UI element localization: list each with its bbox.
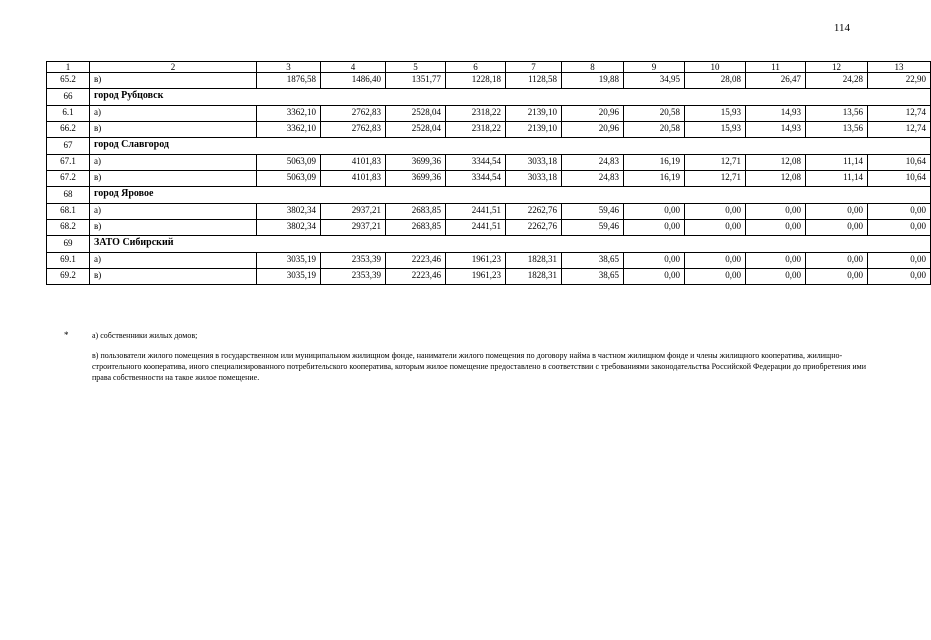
table-row: [47, 220, 931, 236]
value-cell: 1486,40: [321, 73, 386, 89]
table-row: [47, 73, 931, 89]
value-cell: 0,00: [624, 220, 685, 236]
value-cell: 2353,39: [321, 269, 386, 285]
value-cell: 38,65: [562, 253, 624, 269]
header-row: [47, 62, 931, 73]
value-cell: 2139,10: [506, 106, 562, 122]
column-header: 7: [506, 62, 562, 73]
column-header: 3: [257, 62, 321, 73]
value-cell: 59,46: [562, 220, 624, 236]
value-cell: 26,47: [746, 73, 806, 89]
column-header: 8: [562, 62, 624, 73]
value-cell: 2441,51: [446, 204, 506, 220]
table-row: [47, 204, 931, 220]
row-id: 66: [47, 89, 90, 106]
value-cell: 0,00: [746, 220, 806, 236]
value-cell: 16,19: [624, 171, 685, 187]
value-cell: 3699,36: [386, 155, 446, 171]
column-header: 13: [868, 62, 931, 73]
value-cell: 2318,22: [446, 122, 506, 138]
row-label: в): [90, 269, 257, 285]
column-header: 6: [446, 62, 506, 73]
value-cell: 3033,18: [506, 155, 562, 171]
row-label: в): [90, 122, 257, 138]
column-header: 11: [746, 62, 806, 73]
value-cell: 0,00: [624, 269, 685, 285]
value-cell: 2262,76: [506, 204, 562, 220]
value-cell: 12,08: [746, 171, 806, 187]
row-label: в): [90, 220, 257, 236]
value-cell: 59,46: [562, 204, 624, 220]
value-cell: 4101,83: [321, 155, 386, 171]
value-cell: 19,88: [562, 73, 624, 89]
table-row: [47, 106, 931, 122]
value-cell: 13,56: [806, 122, 868, 138]
row-id: 68.1: [47, 204, 90, 220]
value-cell: 3344,54: [446, 155, 506, 171]
value-cell: 28,08: [685, 73, 746, 89]
footnote-marker: *: [64, 330, 69, 340]
value-cell: 15,93: [685, 106, 746, 122]
value-cell: 2262,76: [506, 220, 562, 236]
row-label: а): [90, 204, 257, 220]
value-cell: 0,00: [624, 253, 685, 269]
value-cell: 3033,18: [506, 171, 562, 187]
page-number: 114: [833, 22, 850, 34]
value-cell: 12,08: [746, 155, 806, 171]
group-name: город Яровое: [90, 187, 931, 204]
value-cell: 20,58: [624, 122, 685, 138]
value-cell: 3362,10: [257, 122, 321, 138]
footnote-a: а) собственники жилых домов;: [92, 331, 198, 340]
column-header: 2: [90, 62, 257, 73]
row-id: 66.2: [47, 122, 90, 138]
value-cell: 0,00: [685, 269, 746, 285]
value-cell: 0,00: [868, 253, 931, 269]
value-cell: 0,00: [806, 220, 868, 236]
value-cell: 2223,46: [386, 269, 446, 285]
value-cell: 11,14: [806, 171, 868, 187]
column-header: 4: [321, 62, 386, 73]
value-cell: 3699,36: [386, 171, 446, 187]
row-label: а): [90, 253, 257, 269]
value-cell: 1876,58: [257, 73, 321, 89]
footnote-b: в) пользователи жилого помещения в государственном или муниципальном жилищном фонде, наниматели жилого помещения по договору найма в частном жилищном фонде и члены жилищного кооператива, жилищно-строительного кооператива, иного специализированного потребительского кооператива, которым жилое помещение предоставлено в соответствии с требованиями законодательства Российской Федерации до приобретения ими права собственности на такое жилое помещение.: [92, 351, 867, 382]
value-cell: 2937,21: [321, 220, 386, 236]
value-cell: 0,00: [624, 204, 685, 220]
value-cell: 10,64: [868, 171, 931, 187]
value-cell: 0,00: [868, 204, 931, 220]
value-cell: 1228,18: [446, 73, 506, 89]
value-cell: 13,56: [806, 106, 868, 122]
value-cell: 4101,83: [321, 171, 386, 187]
value-cell: 24,83: [562, 155, 624, 171]
table-row: [47, 171, 931, 187]
value-cell: 3035,19: [257, 269, 321, 285]
value-cell: 14,93: [746, 106, 806, 122]
row-id: 69.2: [47, 269, 90, 285]
row-id: 67.2: [47, 171, 90, 187]
value-cell: 2353,39: [321, 253, 386, 269]
value-cell: 3802,34: [257, 220, 321, 236]
row-id: 67.1: [47, 155, 90, 171]
value-cell: 1961,23: [446, 269, 506, 285]
group-row: [47, 187, 931, 204]
value-cell: 3344,54: [446, 171, 506, 187]
row-label: а): [90, 106, 257, 122]
value-cell: 0,00: [746, 204, 806, 220]
value-cell: 20,58: [624, 106, 685, 122]
value-cell: 12,74: [868, 122, 931, 138]
value-cell: 2683,85: [386, 220, 446, 236]
value-cell: 0,00: [868, 269, 931, 285]
value-cell: 1828,31: [506, 253, 562, 269]
value-cell: 0,00: [806, 253, 868, 269]
value-cell: 16,19: [624, 155, 685, 171]
value-cell: 2528,04: [386, 122, 446, 138]
column-header: 5: [386, 62, 446, 73]
table-body: [47, 62, 931, 285]
value-cell: 2318,22: [446, 106, 506, 122]
value-cell: 0,00: [685, 204, 746, 220]
row-id: 67: [47, 138, 90, 155]
table-row: [47, 155, 931, 171]
value-cell: 38,65: [562, 269, 624, 285]
column-header: 10: [685, 62, 746, 73]
group-name: город Рубцовск: [90, 89, 931, 106]
value-cell: 22,90: [868, 73, 931, 89]
value-cell: 0,00: [685, 253, 746, 269]
tariff-table: [46, 61, 931, 285]
row-label: в): [90, 73, 257, 89]
value-cell: 0,00: [746, 253, 806, 269]
value-cell: 11,14: [806, 155, 868, 171]
value-cell: 3035,19: [257, 253, 321, 269]
value-cell: 24,28: [806, 73, 868, 89]
group-row: [47, 138, 931, 155]
row-id: 65.2: [47, 73, 90, 89]
footnotes: [64, 330, 884, 383]
table-row: [47, 269, 931, 285]
table-row: [47, 122, 931, 138]
value-cell: 2528,04: [386, 106, 446, 122]
row-id: 6.1: [47, 106, 90, 122]
value-cell: 2937,21: [321, 204, 386, 220]
row-id: 68: [47, 187, 90, 204]
group-name: ЗАТО Сибирский: [90, 236, 931, 253]
value-cell: 2139,10: [506, 122, 562, 138]
value-cell: 10,64: [868, 155, 931, 171]
value-cell: 3362,10: [257, 106, 321, 122]
value-cell: 15,93: [685, 122, 746, 138]
value-cell: 0,00: [806, 269, 868, 285]
value-cell: 0,00: [746, 269, 806, 285]
group-name: город Славгород: [90, 138, 931, 155]
row-label: в): [90, 171, 257, 187]
table-row: [47, 253, 931, 269]
row-label: а): [90, 155, 257, 171]
value-cell: 5063,09: [257, 171, 321, 187]
value-cell: 12,71: [685, 171, 746, 187]
value-cell: 34,95: [624, 73, 685, 89]
column-header: 12: [806, 62, 868, 73]
value-cell: 2762,83: [321, 106, 386, 122]
value-cell: 20,96: [562, 106, 624, 122]
value-cell: 12,71: [685, 155, 746, 171]
value-cell: 14,93: [746, 122, 806, 138]
column-header: 9: [624, 62, 685, 73]
value-cell: 2683,85: [386, 204, 446, 220]
row-id: 69: [47, 236, 90, 253]
column-header: 1: [47, 62, 90, 73]
value-cell: 1351,77: [386, 73, 446, 89]
value-cell: 0,00: [806, 204, 868, 220]
group-row: [47, 236, 931, 253]
row-id: 69.1: [47, 253, 90, 269]
value-cell: 12,74: [868, 106, 931, 122]
value-cell: 2441,51: [446, 220, 506, 236]
value-cell: 2762,83: [321, 122, 386, 138]
value-cell: 24,83: [562, 171, 624, 187]
value-cell: 5063,09: [257, 155, 321, 171]
value-cell: 0,00: [868, 220, 931, 236]
value-cell: 20,96: [562, 122, 624, 138]
value-cell: 1961,23: [446, 253, 506, 269]
value-cell: 0,00: [685, 220, 746, 236]
row-id: 68.2: [47, 220, 90, 236]
value-cell: 2223,46: [386, 253, 446, 269]
group-row: [47, 89, 931, 106]
value-cell: 3802,34: [257, 204, 321, 220]
value-cell: 1828,31: [506, 269, 562, 285]
value-cell: 1128,58: [506, 73, 562, 89]
